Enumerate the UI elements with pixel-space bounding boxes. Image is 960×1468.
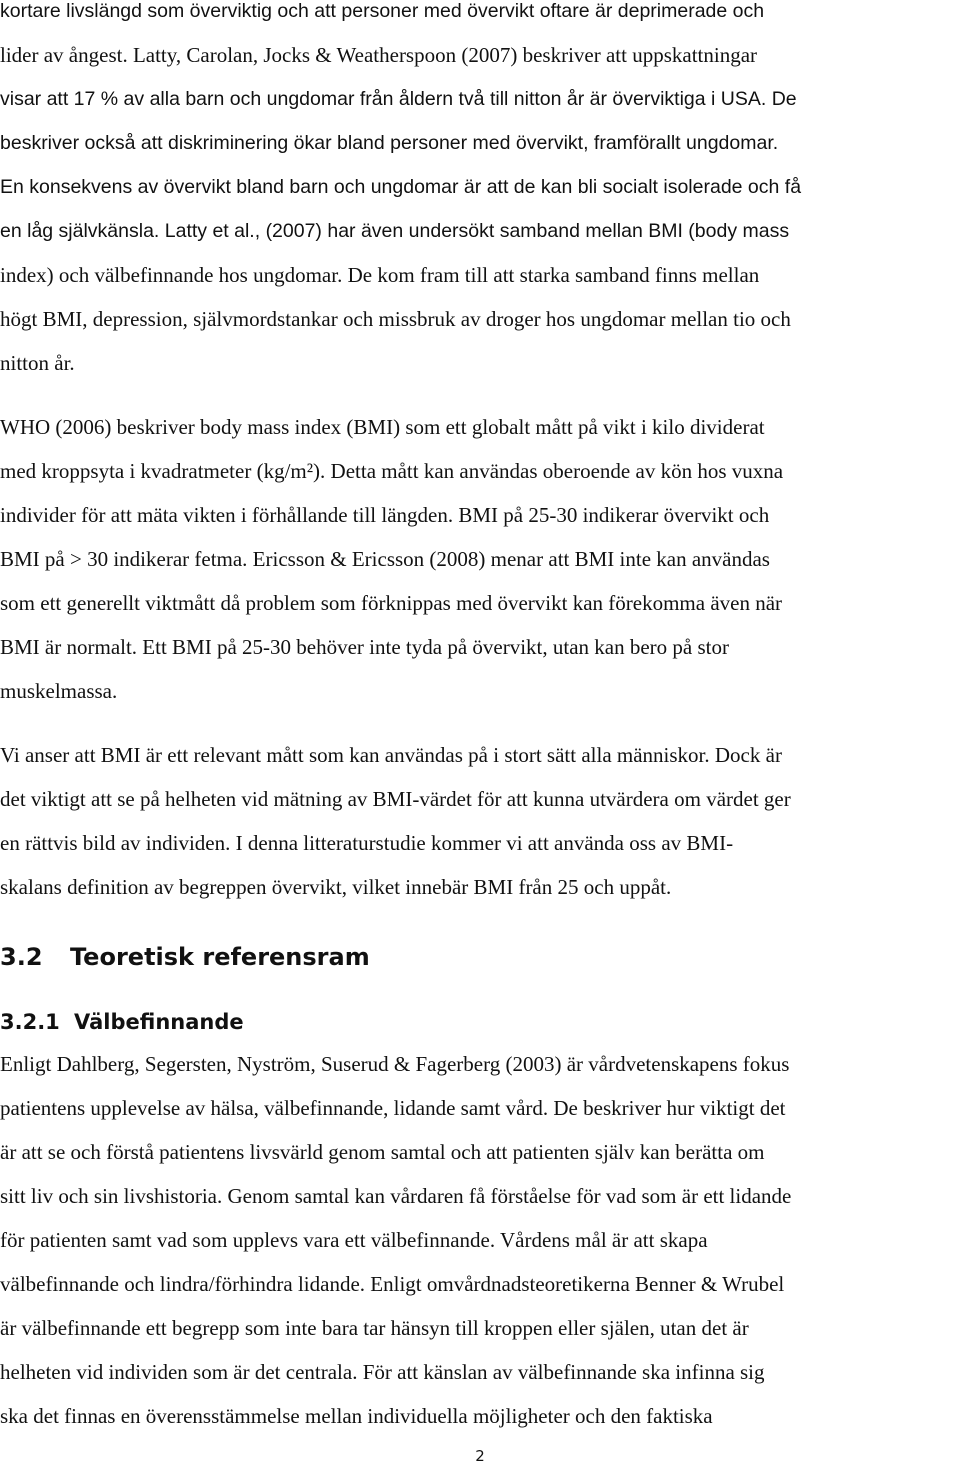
paragraph-3 [0,733,960,909]
text-line: nitton år. [0,351,75,375]
text-line: Enligt Dahlberg, Segersten, Nyström, Suserud & Fagerberg (2003) är vårdvetenskapens fokus [0,1052,790,1076]
text-line: BMI är normalt. Ett BMI på 25-30 behöver inte tyda på övervikt, utan kan bero på stor [0,635,729,659]
text-line: som ett generellt viktmått då problem som förknippas med övervikt kan förekomma även när [0,591,783,615]
paragraph-2 [0,405,960,713]
text-line: är att se och förstå patientens livsvärld genom samtal och att patienten själv kan berätta om [0,1140,765,1164]
text-line: en låg självkänsla. Latty et al., (2007) har även undersökt samband mellan BMI (body mass [0,220,790,242]
text-line: beskriver också att diskriminering ökar bland personer med övervikt, framförallt ungdomar. [0,132,779,154]
text-line: med kroppsyta i kvadratmeter (kg/m²). Detta mått kan användas oberoende av kön hos vuxna [0,459,784,483]
text-line: visar att 17 % av alla barn och ungdomar från åldern två till nitton år är överviktiga i USA. De [0,88,797,110]
section-number: 3.2 [0,943,43,971]
text-line: Vi anser att BMI är ett relevant mått som kan användas på i stort sätt alla människor. Dock är [0,743,782,767]
text-line: lider av ångest. Latty, Carolan, Jocks & Weatherspoon (2007) beskriver att uppskattningar [0,43,758,67]
text-line: välbefinnande och lindra/förhindra lidande. Enligt omvårdnadsteoretikerna Benner & Wrubel [0,1272,785,1296]
text-line: En konsekvens av övervikt bland barn och ungdomar är att de kan bli socialt isolerade och få [0,176,802,198]
text-line: patientens upplevelse av hälsa, välbefinnande, lidande samt vård. De beskriver hur viktigt det [0,1096,786,1120]
text-line: en rättvis bild av individen. I denna litteraturstudie kommer vi att använda oss av BMI- [0,831,734,855]
text-line: för patienten samt vad som upplevs vara ett välbefinnande. Vårdens mål är att skapa [0,1228,708,1252]
text-line: muskelmassa. [0,679,118,703]
subsection-heading [0,1007,244,1037]
section-heading [0,940,370,974]
text-line: sitt liv och sin livshistoria. Genom samtal kan vårdaren få förståelse för vad som är ett lidande [0,1184,792,1208]
text-line: är välbefinnande ett begrepp som inte bara tar hänsyn till kroppen eller själen, utan det är [0,1316,749,1340]
text-line: skalans definition av begreppen övervikt, vilket innebär BMI från 25 och uppåt. [0,875,672,899]
text-line: helheten vid individen som är det centrala. För att känslan av välbefinnande ska infinna sig [0,1360,765,1384]
text-line: index) och välbefinnande hos ungdomar. De kom fram till att starka samband finns mellan [0,263,760,287]
text-line: det viktigt att se på helheten vid mätning av BMI-värdet för att kunna utvärdera om värdet ger [0,787,791,811]
text-line: kortare livslängd som överviktig och att personer med övervikt oftare är deprimerade och [0,0,765,22]
text-line: ska det finnas en överensstämmelse mellan individuella möjligheter och den faktiska [0,1404,713,1428]
subsection-number: 3.2.1 [0,1010,60,1034]
subsection-title: Välbefinnande [74,1010,244,1034]
page-number: 2 [475,1447,485,1465]
section-title: Teoretisk referensram [70,943,370,971]
paragraph-1 [0,0,960,385]
text-line: BMI på > 30 indikerar fetma. Ericsson & Ericsson (2008) menar att BMI inte kan användas [0,547,770,571]
text-line: individer för att mäta vikten i förhållande till längden. BMI på 25-30 indikerar övervikt och [0,503,770,527]
text-line: WHO (2006) beskriver body mass index (BMI) som ett globalt mått på vikt i kilo dividerat [0,415,765,439]
text-line: högt BMI, depression, självmordstankar och missbruk av droger hos ungdomar mellan tio och [0,307,791,331]
paragraph-4 [0,1042,960,1438]
